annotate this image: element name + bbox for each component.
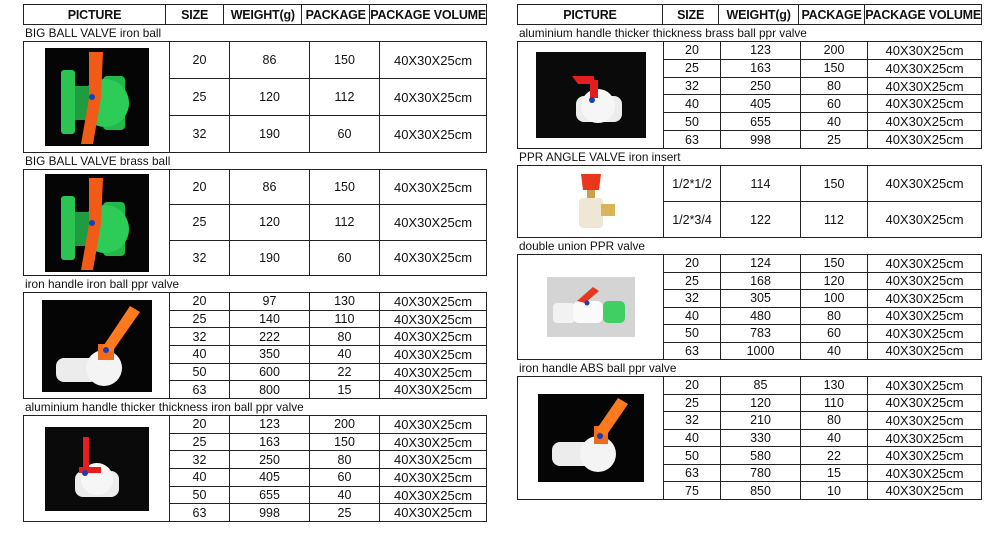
size-cell: 32 — [664, 290, 721, 307]
header-package: PACKAGE — [799, 5, 865, 24]
table-row — [664, 308, 981, 326]
section-title: PPR ANGLE VALVE iron insert — [519, 150, 681, 164]
volume-cell: 40X30X25cm — [393, 179, 473, 195]
volume-cell: 40X30X25cm — [393, 346, 473, 362]
white-valve-orange-handle-photo — [538, 394, 644, 482]
product-block — [23, 41, 487, 153]
product-block — [23, 169, 487, 276]
package-cell: 15 — [801, 465, 868, 482]
package-cell: 80 — [310, 451, 380, 468]
weight-cell: 655 — [721, 113, 801, 130]
package-cell: 112 — [801, 202, 868, 237]
size-cell: 63 — [664, 343, 721, 360]
weight-cell: 86 — [230, 170, 310, 204]
green-ball-valve-photo — [45, 48, 149, 146]
table-row — [170, 416, 486, 434]
header-package-volume: PACKAGE VOLUME — [865, 7, 982, 22]
package-cell: 22 — [310, 364, 380, 381]
section-title: double union PPR valve — [519, 239, 645, 253]
table-row — [170, 116, 486, 152]
package-cell: 60 — [310, 116, 380, 152]
weight-cell: 800 — [230, 381, 310, 398]
volume-cell: 40X30X25cm — [393, 250, 473, 266]
product-picture-cell — [24, 416, 170, 521]
volume-cell: 40X30X25cm — [885, 377, 964, 393]
weight-cell: 850 — [721, 482, 801, 499]
size-cell: 50 — [170, 487, 230, 504]
size-cell: 25 — [170, 79, 230, 115]
table-row — [664, 113, 981, 131]
package-cell: 40 — [801, 343, 868, 360]
weight-cell: 120 — [721, 395, 801, 412]
volume-cell: 40X30X25cm — [393, 364, 473, 380]
product-block — [23, 415, 487, 522]
header-size: SIZE — [166, 5, 224, 24]
volume-cell: 40X30X25cm — [393, 329, 473, 345]
size-cell: 50 — [664, 447, 721, 464]
table-header — [517, 4, 982, 25]
product-picture-cell — [24, 170, 170, 275]
size-cell: 1/2*1/2 — [664, 166, 721, 201]
product-block — [23, 292, 487, 399]
table-row — [664, 42, 981, 60]
volume-cell: 40X30X25cm — [393, 469, 473, 485]
product-picture-cell — [518, 42, 664, 148]
weight-cell: 222 — [230, 328, 310, 345]
table-row — [170, 293, 486, 311]
product-block — [517, 41, 982, 149]
weight-cell: 168 — [721, 273, 801, 290]
table-row — [664, 131, 981, 148]
weight-cell: 120 — [230, 79, 310, 115]
weight-cell: 86 — [230, 42, 310, 78]
volume-cell: 40X30X25cm — [885, 60, 964, 76]
section-title: aluminium handle thicker thickness brass ball ppr valve — [519, 26, 807, 40]
weight-cell: 97 — [230, 293, 310, 310]
size-cell: 20 — [170, 293, 230, 310]
table-row — [664, 290, 981, 308]
table-row — [664, 273, 981, 291]
weight-cell: 190 — [230, 241, 310, 275]
weight-cell: 330 — [721, 430, 801, 447]
weight-cell: 190 — [230, 116, 310, 152]
package-cell: 130 — [310, 293, 380, 310]
table-row — [170, 381, 486, 398]
package-cell: 60 — [310, 241, 380, 275]
size-cell: 32 — [664, 78, 721, 95]
weight-cell: 580 — [721, 447, 801, 464]
volume-cell: 40X30X25cm — [393, 214, 473, 230]
size-cell: 50 — [664, 325, 721, 342]
weight-cell: 163 — [230, 434, 310, 451]
package-cell: 200 — [801, 42, 868, 59]
package-cell: 150 — [801, 255, 868, 272]
right-spec-table — [517, 4, 982, 500]
size-cell: 63 — [664, 131, 721, 148]
volume-cell: 40X30X25cm — [885, 430, 964, 446]
product-block — [517, 165, 982, 238]
size-cell: 32 — [170, 328, 230, 345]
size-cell: 63 — [664, 465, 721, 482]
volume-cell: 40X30X25cm — [885, 448, 964, 464]
weight-cell: 120 — [230, 205, 310, 239]
weight-cell: 405 — [230, 469, 310, 486]
weight-cell: 123 — [230, 416, 310, 433]
weight-cell: 123 — [721, 42, 801, 59]
white-valve-orange-handle-photo — [42, 300, 152, 392]
package-cell: 15 — [310, 381, 380, 398]
table-row — [170, 434, 486, 452]
size-cell: 25 — [664, 395, 721, 412]
weight-cell: 783 — [721, 325, 801, 342]
package-cell: 60 — [310, 469, 380, 486]
size-cell: 25 — [170, 434, 230, 451]
volume-cell: 40X30X25cm — [885, 212, 964, 227]
size-cell: 20 — [170, 170, 230, 204]
product-block — [517, 254, 982, 360]
table-row — [170, 79, 486, 116]
size-cell: 40 — [664, 308, 721, 325]
table-row — [664, 447, 981, 465]
package-cell: 80 — [801, 308, 868, 325]
package-cell: 200 — [310, 416, 380, 433]
table-row — [170, 311, 486, 329]
header-size: SIZE — [663, 5, 720, 24]
package-cell: 120 — [801, 273, 868, 290]
size-cell: 40 — [170, 469, 230, 486]
section-title: BIG BALL VALVE iron ball — [25, 26, 162, 40]
table-row — [664, 95, 981, 113]
volume-cell: 40X30X25cm — [885, 96, 964, 112]
volume-cell: 40X30X25cm — [885, 483, 964, 499]
volume-cell: 40X30X25cm — [885, 273, 964, 289]
weight-cell: 600 — [230, 364, 310, 381]
volume-cell: 40X30X25cm — [393, 89, 473, 105]
size-cell: 50 — [170, 364, 230, 381]
package-cell: 40 — [801, 430, 868, 447]
volume-cell: 40X30X25cm — [393, 293, 473, 309]
volume-cell: 40X30X25cm — [393, 52, 473, 68]
package-cell: 150 — [310, 434, 380, 451]
table-header — [23, 4, 487, 25]
volume-cell: 40X30X25cm — [393, 126, 473, 142]
package-cell: 112 — [310, 79, 380, 115]
size-cell: 20 — [170, 416, 230, 433]
table-row — [170, 205, 486, 240]
table-row — [664, 465, 981, 483]
table-row — [170, 170, 486, 205]
volume-cell: 40X30X25cm — [885, 290, 964, 306]
weight-cell: 998 — [230, 504, 310, 521]
table-row — [170, 364, 486, 382]
table-row — [664, 78, 981, 96]
package-cell: 80 — [801, 78, 868, 95]
weight-cell: 250 — [230, 451, 310, 468]
weight-cell: 114 — [721, 166, 801, 201]
product-picture-cell — [518, 166, 664, 237]
volume-cell: 40X30X25cm — [393, 487, 473, 503]
package-cell: 40 — [310, 346, 380, 363]
volume-cell: 40X30X25cm — [393, 311, 473, 327]
header-package-volume: PACKAGE VOLUME — [370, 7, 486, 22]
size-cell: 25 — [170, 205, 230, 239]
package-cell: 80 — [801, 412, 868, 429]
weight-cell: 998 — [721, 131, 801, 148]
package-cell: 150 — [801, 166, 868, 201]
header-picture: PICTURE — [24, 5, 166, 24]
volume-cell: 40X30X25cm — [393, 434, 473, 450]
volume-cell: 40X30X25cm — [885, 132, 964, 148]
volume-cell: 40X30X25cm — [885, 176, 964, 191]
product-block — [517, 376, 982, 500]
size-cell: 40 — [170, 346, 230, 363]
product-picture-cell — [518, 255, 664, 359]
section-title: iron handle iron ball ppr valve — [25, 277, 180, 291]
table-row — [664, 60, 981, 78]
white-valve-red-handle-photo — [45, 427, 149, 511]
package-cell: 25 — [310, 504, 380, 521]
table-row — [170, 42, 486, 79]
volume-cell: 40X30X25cm — [885, 395, 964, 411]
package-cell: 22 — [801, 447, 868, 464]
angle-valve-photo — [561, 170, 621, 234]
header-weight: WEIGHT(g) — [224, 5, 302, 24]
weight-cell: 210 — [721, 412, 801, 429]
weight-cell: 1000 — [721, 343, 801, 360]
package-cell: 150 — [801, 60, 868, 77]
green-ball-valve-photo — [45, 174, 149, 272]
table-row — [170, 328, 486, 346]
weight-cell: 405 — [721, 95, 801, 112]
package-cell: 60 — [801, 95, 868, 112]
volume-cell: 40X30X25cm — [393, 416, 473, 432]
table-row — [170, 469, 486, 487]
size-cell: 32 — [170, 241, 230, 275]
table-row — [664, 482, 981, 499]
package-cell: 112 — [310, 205, 380, 239]
package-cell: 150 — [310, 170, 380, 204]
package-cell: 60 — [801, 325, 868, 342]
size-cell: 40 — [664, 430, 721, 447]
package-cell: 110 — [801, 395, 868, 412]
weight-cell: 350 — [230, 346, 310, 363]
header-package: PACKAGE — [302, 5, 370, 24]
volume-cell: 40X30X25cm — [885, 42, 964, 58]
table-row — [664, 325, 981, 343]
table-row — [664, 377, 981, 395]
volume-cell: 40X30X25cm — [393, 382, 473, 398]
size-cell: 32 — [664, 412, 721, 429]
size-cell: 50 — [664, 113, 721, 130]
size-cell: 75 — [664, 482, 721, 499]
table-row — [664, 412, 981, 430]
weight-cell: 655 — [230, 487, 310, 504]
weight-cell: 780 — [721, 465, 801, 482]
header-weight: WEIGHT(g) — [719, 5, 798, 24]
header-picture: PICTURE — [518, 5, 663, 24]
size-cell: 20 — [664, 42, 721, 59]
size-cell: 20 — [664, 255, 721, 272]
table-row — [664, 343, 981, 360]
size-cell: 32 — [170, 451, 230, 468]
table-row — [170, 504, 486, 521]
package-cell: 40 — [310, 487, 380, 504]
weight-cell: 250 — [721, 78, 801, 95]
section-title: iron handle ABS ball ppr valve — [519, 361, 677, 375]
weight-cell: 85 — [721, 377, 801, 394]
size-cell: 40 — [664, 95, 721, 112]
product-picture-cell — [24, 42, 170, 152]
size-cell: 20 — [664, 377, 721, 394]
weight-cell: 480 — [721, 308, 801, 325]
volume-cell: 40X30X25cm — [393, 505, 473, 521]
package-cell: 130 — [801, 377, 868, 394]
volume-cell: 40X30X25cm — [885, 114, 964, 130]
table-row — [170, 346, 486, 364]
table-row — [664, 202, 981, 237]
table-row — [170, 241, 486, 275]
volume-cell: 40X30X25cm — [885, 343, 964, 359]
product-picture-cell — [24, 293, 170, 398]
volume-cell: 40X30X25cm — [393, 452, 473, 468]
volume-cell: 40X30X25cm — [885, 412, 964, 428]
weight-cell: 124 — [721, 255, 801, 272]
table-row — [664, 430, 981, 448]
section-title: BIG BALL VALVE brass ball — [25, 154, 171, 168]
table-row — [664, 255, 981, 273]
white-valve-red-handle-photo — [536, 52, 646, 138]
size-cell: 63 — [170, 381, 230, 398]
double-union-valve-photo — [547, 277, 635, 337]
table-row — [170, 487, 486, 505]
weight-cell: 163 — [721, 60, 801, 77]
package-cell: 100 — [801, 290, 868, 307]
table-row — [170, 451, 486, 469]
weight-cell: 305 — [721, 290, 801, 307]
size-cell: 25 — [664, 273, 721, 290]
size-cell: 1/2*3/4 — [664, 202, 721, 237]
package-cell: 150 — [310, 42, 380, 78]
size-cell: 20 — [170, 42, 230, 78]
size-cell: 63 — [170, 504, 230, 521]
table-row — [664, 395, 981, 413]
volume-cell: 40X30X25cm — [885, 255, 964, 271]
package-cell: 110 — [310, 311, 380, 328]
weight-cell: 122 — [721, 202, 801, 237]
weight-cell: 140 — [230, 311, 310, 328]
size-cell: 32 — [170, 116, 230, 152]
volume-cell: 40X30X25cm — [885, 308, 964, 324]
size-cell: 25 — [170, 311, 230, 328]
package-cell: 10 — [801, 482, 868, 499]
section-title: aluminium handle thicker thickness iron ball ppr valve — [25, 400, 304, 414]
size-cell: 25 — [664, 60, 721, 77]
volume-cell: 40X30X25cm — [885, 78, 964, 94]
volume-cell: 40X30X25cm — [885, 465, 964, 481]
left-spec-table — [23, 4, 487, 522]
package-cell: 40 — [801, 113, 868, 130]
volume-cell: 40X30X25cm — [885, 325, 964, 341]
package-cell: 25 — [801, 131, 868, 148]
product-picture-cell — [518, 377, 664, 499]
table-row — [664, 166, 981, 202]
package-cell: 80 — [310, 328, 380, 345]
